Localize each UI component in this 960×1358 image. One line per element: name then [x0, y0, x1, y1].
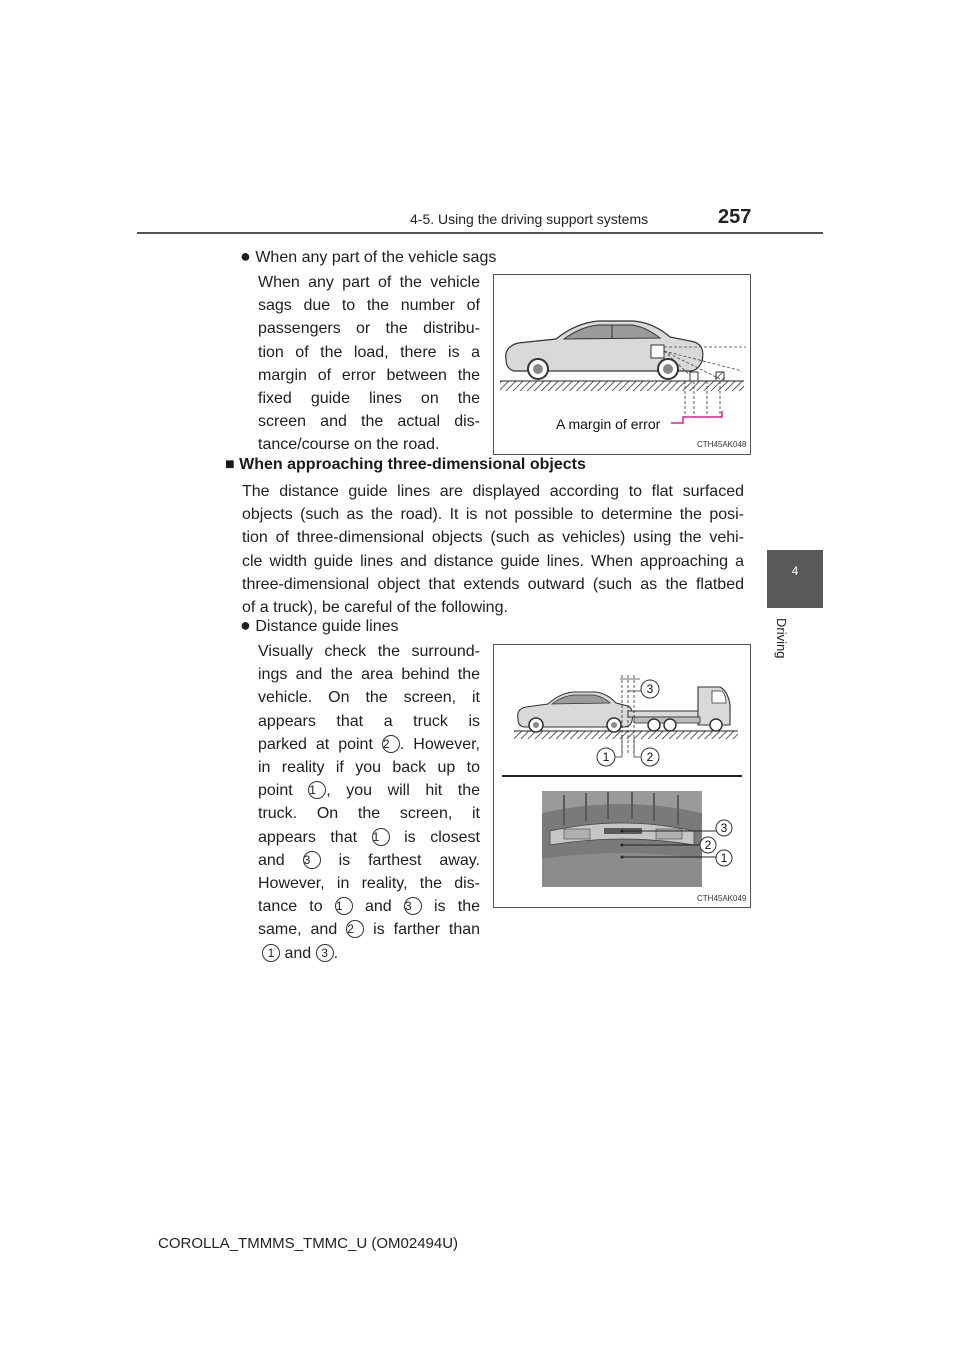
- text-span: , you will hit the: [326, 782, 480, 800]
- text-line: [258, 895, 480, 918]
- sag-illustration: [494, 275, 750, 454]
- text-span: .: [333, 944, 339, 962]
- text-span: is farther than: [373, 921, 481, 939]
- point-3-marker: 3: [316, 944, 334, 962]
- text-line: ings and the area behind the: [258, 666, 480, 684]
- footer-manual-code: COROLLA_TMMMS_TMMC_U (OM02494U): [158, 1235, 459, 1252]
- text-span: is closest: [404, 828, 480, 846]
- point-3-marker: 3: [303, 851, 321, 869]
- text-line: screen and the actual dis-: [258, 413, 480, 431]
- distance-paragraph: [258, 640, 480, 965]
- text-line: However, in reality, the dis-: [258, 875, 480, 893]
- text-line: appears that a truck is: [258, 712, 480, 730]
- text-line: truck. On the screen, it: [258, 805, 480, 823]
- text-span: point: [258, 782, 293, 800]
- bullet-icon: ●: [240, 246, 251, 266]
- bullet-icon: ●: [240, 615, 251, 635]
- text-span: and: [284, 944, 312, 962]
- point-3-marker: 3: [404, 897, 422, 915]
- point-1-marker: 1: [602, 750, 610, 764]
- text-span: parked at point: [258, 735, 373, 753]
- square-bullet-icon: ■: [225, 456, 235, 473]
- text-line: objects (such as the road). It is not possible to determine the posi-: [242, 506, 744, 524]
- text-line: Visually check the surround-: [258, 643, 480, 660]
- header-divider: [137, 232, 823, 234]
- point-1-marker: 1: [308, 781, 326, 799]
- text-line: three-dimensional object that extends outward (such as the flatbed: [242, 575, 744, 593]
- text-line: [258, 733, 480, 756]
- three-d-title: When approaching three-dimensional objects: [239, 456, 586, 473]
- text-line: The distance guide lines are displayed according to flat surfaced: [242, 483, 744, 500]
- sag-bullet-heading: [240, 245, 496, 269]
- text-line: of a truck), be careful of the following.: [242, 599, 508, 617]
- text-line: [258, 779, 480, 802]
- sedan-car-icon: [506, 321, 703, 379]
- truck-illustration: [494, 645, 750, 907]
- truck-figure: [493, 644, 751, 908]
- distance-title: Distance guide lines: [255, 618, 399, 635]
- camera-screen-view: [542, 791, 702, 887]
- three-d-paragraph: [242, 480, 744, 619]
- text-line: sags due to the number of: [258, 297, 480, 315]
- text-line: tion of the load, there is a: [258, 343, 480, 361]
- sag-title: When any part of the vehicle sags: [255, 249, 497, 266]
- point-1-marker: 1: [372, 828, 390, 846]
- text-span: is the: [434, 898, 481, 916]
- point-3-marker: 3: [720, 821, 728, 835]
- point-2-marker: 2: [382, 735, 400, 753]
- text-span: same, and: [258, 921, 338, 939]
- point-2-marker: 2: [646, 750, 654, 764]
- point-3-marker: 3: [646, 682, 654, 696]
- text-span: tance to: [258, 898, 323, 916]
- text-line: cle width guide lines and distance guide lines. When approaching a: [242, 552, 744, 570]
- text-line: [258, 826, 480, 849]
- page-number: 257: [718, 206, 752, 228]
- sag-figure: [493, 274, 751, 455]
- figure-code: CTH45AK049: [697, 894, 747, 903]
- text-span: and: [365, 898, 392, 916]
- text-span: . However,: [399, 735, 480, 753]
- distance-bullet-heading: [240, 614, 399, 638]
- figure-code: CTH45AK048: [697, 440, 747, 449]
- text-line: tance/course on the road.: [258, 436, 440, 454]
- text-line: vehicle. On the screen, it: [258, 689, 480, 707]
- chapter-number: 4: [791, 564, 799, 578]
- text-line: margin of error between the: [258, 366, 480, 384]
- ground-hatching: [500, 381, 744, 391]
- text-line: [258, 918, 480, 941]
- three-d-heading: [225, 456, 586, 474]
- chapter-label: Driving: [774, 618, 789, 659]
- ground-hatching: [514, 731, 738, 739]
- text-line: [258, 849, 480, 872]
- text-line: fixed guide lines on the: [258, 390, 480, 408]
- point-1-marker: 1: [335, 897, 353, 915]
- point-2-marker: 2: [346, 920, 364, 938]
- text-span: and: [258, 851, 285, 869]
- text-line: [258, 942, 480, 965]
- text-line: passengers or the distribu-: [258, 320, 480, 338]
- point-1-marker: 1: [262, 944, 280, 962]
- sag-paragraph: [258, 271, 480, 457]
- point-2-marker: 2: [704, 838, 712, 852]
- margin-bracket: [671, 411, 722, 423]
- chapter-tab: [767, 550, 823, 608]
- point-1-marker: 1: [720, 851, 728, 865]
- text-span: appears that: [258, 828, 358, 846]
- section-title: 4-5. Using the driving support systems: [410, 211, 649, 227]
- text-span: is farthest away.: [338, 851, 480, 869]
- text-line: When any part of the vehicle: [258, 274, 480, 291]
- sedan-car-icon: [518, 692, 633, 732]
- margin-of-error-label: A margin of error: [556, 416, 661, 432]
- text-line: in reality if you back up to: [258, 759, 480, 777]
- text-line: tion of three-dimensional objects (such as vehicles) using the vehi-: [242, 529, 744, 547]
